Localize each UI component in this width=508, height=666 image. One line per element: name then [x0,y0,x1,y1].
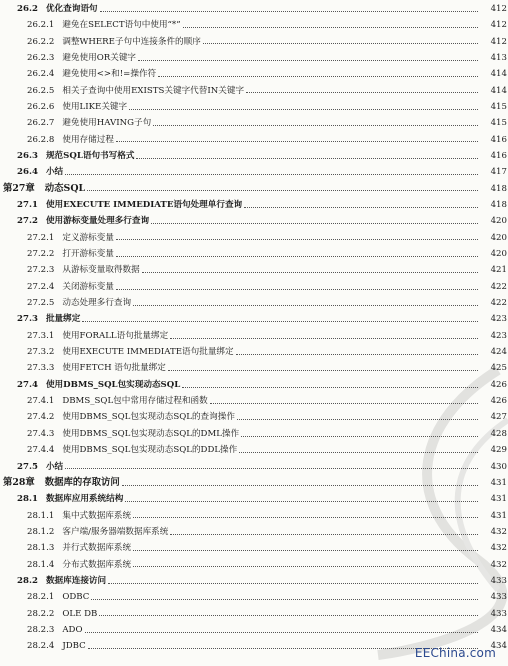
toc-entry-page-number: 433 [490,592,507,603]
toc-entry-number: 26.2.2 [27,36,55,47]
toc-entry-title: 使用游标变量处理多行查询 [45,216,150,227]
toc-entry-title: 使用DBMS_SQL包实现动态SQL的查询操作 [62,412,235,423]
dot-leader [203,43,478,44]
toc-entry-page-number: 422 [490,281,507,292]
toc-entry-title: 相关子查询中使用EXISTS关键字代替IN关键字 [62,85,245,96]
toc-entry-sub[interactable] [0,410,508,426]
toc-entry-sub[interactable] [0,230,508,246]
toc-entry-page-number: 417 [490,167,507,178]
toc-entry-title: 小结 [45,167,64,178]
toc-entry-sub[interactable] [0,426,508,442]
toc-entry-sub[interactable] [0,344,508,360]
toc-entry-title: 使用DBMS_SQL包实现动态SQL [45,379,181,390]
toc-entry-sub[interactable] [0,557,508,573]
toc-entry-section[interactable] [0,213,508,229]
toc-entry-title: 小结 [45,461,64,472]
toc-entry-page-number: 426 [490,379,507,390]
toc-entry-page-number: 430 [490,461,507,472]
toc-entry-number: 28.1.4 [27,559,55,570]
toc-entry-title: 数据库应用系统结构 [45,494,124,505]
dot-leader [170,534,478,535]
toc-entry-page-number: 433 [490,608,507,619]
dot-leader [136,158,478,159]
toc-entry-sub[interactable] [0,263,508,279]
toc-entry-number: 26.4 [17,167,38,178]
toc-entry-sub[interactable] [0,508,508,524]
toc-entry-section[interactable] [0,573,508,589]
toc-entry-page-number: 426 [490,396,507,407]
toc-entry-sub[interactable] [0,83,508,99]
dot-leader [129,109,478,110]
toc-entry-page-number: 412 [490,3,507,14]
dot-leader [244,207,478,208]
toc-entry-number: 28.2.2 [27,608,55,619]
toc-entry-title: 调整WHERE子句中连接条件的顺序 [62,36,201,47]
dot-leader [116,289,478,290]
dot-leader [183,27,478,28]
toc-entry-title: 使用EXECUTE IMMEDIATE语句批量绑定 [62,347,234,358]
dot-leader [108,583,478,584]
toc-entry-number: 27.3.2 [27,347,55,358]
dot-leader [168,370,478,371]
dot-leader [241,436,478,437]
dot-leader [122,485,478,486]
toc-entry-sub[interactable] [0,328,508,344]
toc-entry-number: 28.2.3 [27,624,55,635]
dot-leader [170,338,478,339]
toc-entry-title: 定义游标变量 [62,232,114,243]
toc-entry-sub[interactable] [0,524,508,540]
dot-leader [87,190,478,191]
toc-entry-number: 27.2 [17,216,38,227]
toc-entry-section[interactable] [0,459,508,475]
toc-entry-chapter[interactable] [0,181,508,197]
toc-entry-section[interactable] [0,312,508,328]
dot-leader [133,550,478,551]
toc-entry-number: 27.4 [17,379,38,390]
toc-entry-section[interactable] [0,491,508,507]
dot-leader [133,305,478,306]
toc-entry-number: 27.2.3 [27,265,55,276]
dot-leader [116,256,478,257]
toc-entry-title: 使用EXECUTE IMMEDIATE语句处理单行查询 [45,200,243,210]
toc-entry-page-number: 425 [490,363,507,374]
toc-entry-page-number: 423 [490,330,507,341]
toc-entry-page-number: 416 [490,150,507,161]
toc-entry-number: 27.2.5 [27,298,55,309]
toc-entry-section[interactable] [0,377,508,393]
toc-entry-title: 关闭游标变量 [62,281,114,292]
dot-leader [151,223,478,224]
toc-entry-title: 并行式数据库系统 [62,543,132,554]
toc-entry-title: 避免在SELECT语句中使用“*” [62,20,181,31]
toc-entry-sub[interactable] [0,115,508,131]
toc-entry-page-number: 416 [490,134,507,145]
dot-leader [116,141,478,142]
dot-leader [65,174,478,175]
toc-entry-number: 27.3 [17,314,38,325]
toc-entry-title: 动态处理多行查询 [62,298,132,309]
toc-entry-page-number: 434 [490,624,507,635]
toc-entry-page-number: 429 [490,445,507,456]
toc-entry-page-number: 431 [490,494,507,505]
dot-leader [91,599,478,600]
toc-entry-page-number: 423 [490,314,507,325]
toc-entry-page-number: 432 [490,559,507,570]
toc-entry-page-number: 431 [490,477,507,488]
toc-entry-page-number: 420 [490,216,507,227]
toc-entry-page-number: 424 [490,347,507,358]
toc-entry-title: 使用FETCH 语句批量绑定 [62,363,166,374]
dot-leader [133,517,478,518]
toc-entry-page-number: 420 [490,232,507,243]
toc-entry-number: 28.2.4 [27,641,55,652]
toc-entry-sub[interactable] [0,361,508,377]
toc-entry-page-number: 412 [490,36,507,47]
toc-entry-number: 27.3.3 [27,363,55,374]
toc-entry-sub[interactable] [0,393,508,409]
dot-leader [236,354,478,355]
toc-entry-title: OLE DB [62,608,98,619]
toc-entry-page-number: 415 [490,118,507,129]
toc-entry-title: ODBC [62,592,90,603]
toc-entry-page-number: 432 [490,526,507,537]
toc-entry-chapter[interactable] [0,475,508,491]
toc-entry-title: 使用DBMS_SQL包实现动态SQL的DDL操作 [62,445,238,456]
toc-entry-number: 28.1.3 [27,543,55,554]
toc-entry-title: 客户端/服务器端数据库系统 [62,526,169,537]
toc-entry-number: 27.4.4 [27,445,55,456]
toc-entry-number: 28.1.2 [27,526,55,537]
toc-entry-number: 27.2.2 [27,249,55,260]
toc-entry-page-number: 427 [490,412,507,423]
toc-entry-title: 避免使用HAVING子句 [62,118,152,129]
toc-entry-title: 批量绑定 [45,314,81,325]
toc-entry-page-number: 414 [490,69,507,80]
dot-leader [99,615,478,616]
toc-entry-number: 28.1 [17,494,38,505]
toc-entry-title: 动态SQL [44,183,86,195]
toc-entry-sub[interactable] [0,132,508,148]
toc-entry-sub[interactable] [0,589,508,605]
toc-entry-title: ADO [62,624,83,635]
toc-entry-title: JDBC [62,641,86,652]
toc-entry-number: 27.4.1 [27,396,55,407]
toc-entry-title: 数据库的存取访问 [44,477,120,489]
toc-entry-page-number: 428 [490,428,507,439]
toc-entry-sub[interactable] [0,17,508,33]
dot-leader [182,387,478,388]
toc-entry-page-number: 418 [490,200,507,210]
dot-leader [158,76,478,77]
dot-leader [85,632,479,633]
toc-entry-number: 第28章 [3,477,35,489]
toc-entry-section[interactable] [0,197,508,213]
toc-entry-page-number: 434 [490,641,507,652]
toc-entry-title: 使用FORALL语句批量绑定 [62,330,169,341]
dot-leader [210,403,478,404]
toc-entry-number: 28.2.1 [27,592,55,603]
toc-entry-sub[interactable] [0,622,508,638]
toc-entry-page-number: 412 [490,20,507,31]
toc-entry-title: DBMS_SQL包中常用存储过程和函数 [62,396,208,407]
dot-leader [153,125,478,126]
toc-entry-number: 27.1 [17,200,38,210]
toc-entry-title: 集中式数据库系统 [62,510,132,521]
dot-leader [65,468,478,469]
toc-entry-number: 27.4.2 [27,412,55,423]
toc-entry-sub[interactable] [0,66,508,82]
toc-entry-number: 26.2.3 [27,52,55,63]
toc-entry-page-number: 433 [490,575,507,586]
dot-leader [82,321,478,322]
toc-entry-page-number: 422 [490,298,507,309]
toc-entry-page-number: 418 [490,183,507,194]
table-of-contents [0,1,508,655]
toc-entry-sub[interactable] [0,279,508,295]
toc-entry-title: 规范SQL语句书写格式 [45,150,135,161]
toc-entry-title: 使用LIKE关键字 [62,101,128,112]
toc-entry-title: 优化查询语句 [45,3,98,14]
toc-entry-sub[interactable] [0,50,508,66]
toc-entry-sub[interactable] [0,99,508,115]
toc-entry-page-number: 414 [490,85,507,96]
dot-leader [133,566,478,567]
toc-entry-title: 避免使用OR关键字 [62,52,137,63]
toc-entry-number: 26.2.7 [27,118,55,129]
toc-entry-page-number: 415 [490,101,507,112]
toc-entry-number: 27.2.1 [27,232,55,243]
watermark-text: EEChina.com [414,646,496,660]
toc-entry-number: 26.2.4 [27,69,55,80]
toc-entry-sub[interactable] [0,540,508,556]
dot-leader [116,239,478,240]
toc-entry-number: 26.3 [17,150,38,161]
toc-entry-title: 避免使用<>和!=操作符 [62,69,157,80]
toc-entry-section[interactable] [0,1,508,17]
toc-entry-sub[interactable] [0,606,508,622]
toc-entry-page-number: 432 [490,543,507,554]
dot-leader [138,60,478,61]
toc-entry-number: 26.2.5 [27,85,55,96]
dot-leader [237,419,478,420]
toc-entry-title: 使用DBMS_SQL包实现动态SQL的DML操作 [62,428,240,439]
toc-entry-section[interactable] [0,164,508,180]
dot-leader [246,92,478,93]
toc-entry-title: 从游标变量取得数据 [62,265,140,276]
toc-entry-title: 分布式数据库系统 [62,559,132,570]
dot-leader [100,11,478,12]
toc-entry-title: 使用存储过程 [62,134,114,145]
toc-entry-page-number: 421 [490,265,507,276]
toc-entry-number: 27.4.3 [27,428,55,439]
toc-entry-sub[interactable] [0,246,508,262]
toc-entry-page-number: 431 [490,510,507,521]
toc-entry-number: 26.2 [17,3,38,14]
toc-entry-number: 28.2 [17,575,38,586]
toc-entry-sub[interactable] [0,34,508,50]
toc-entry-number: 第27章 [3,183,35,195]
toc-entry-section[interactable] [0,148,508,164]
toc-entry-title: 打开游标变量 [62,249,114,260]
toc-entry-number: 27.5 [17,461,38,472]
toc-entry-number: 28.1.1 [27,510,55,521]
dot-leader [239,452,478,453]
toc-entry-number: 26.2.8 [27,134,55,145]
toc-entry-number: 26.2.6 [27,101,55,112]
toc-entry-sub[interactable] [0,442,508,458]
toc-entry-sub[interactable] [0,295,508,311]
toc-entry-page-number: 413 [490,52,507,63]
dot-leader [142,272,478,273]
toc-entry-number: 27.2.4 [27,281,55,292]
toc-entry-title: 数据库连接访问 [45,575,107,586]
toc-entry-page-number: 420 [490,249,507,260]
toc-entry-number: 27.3.1 [27,330,55,341]
toc-entry-number: 26.2.1 [27,20,55,31]
dot-leader [125,501,478,502]
